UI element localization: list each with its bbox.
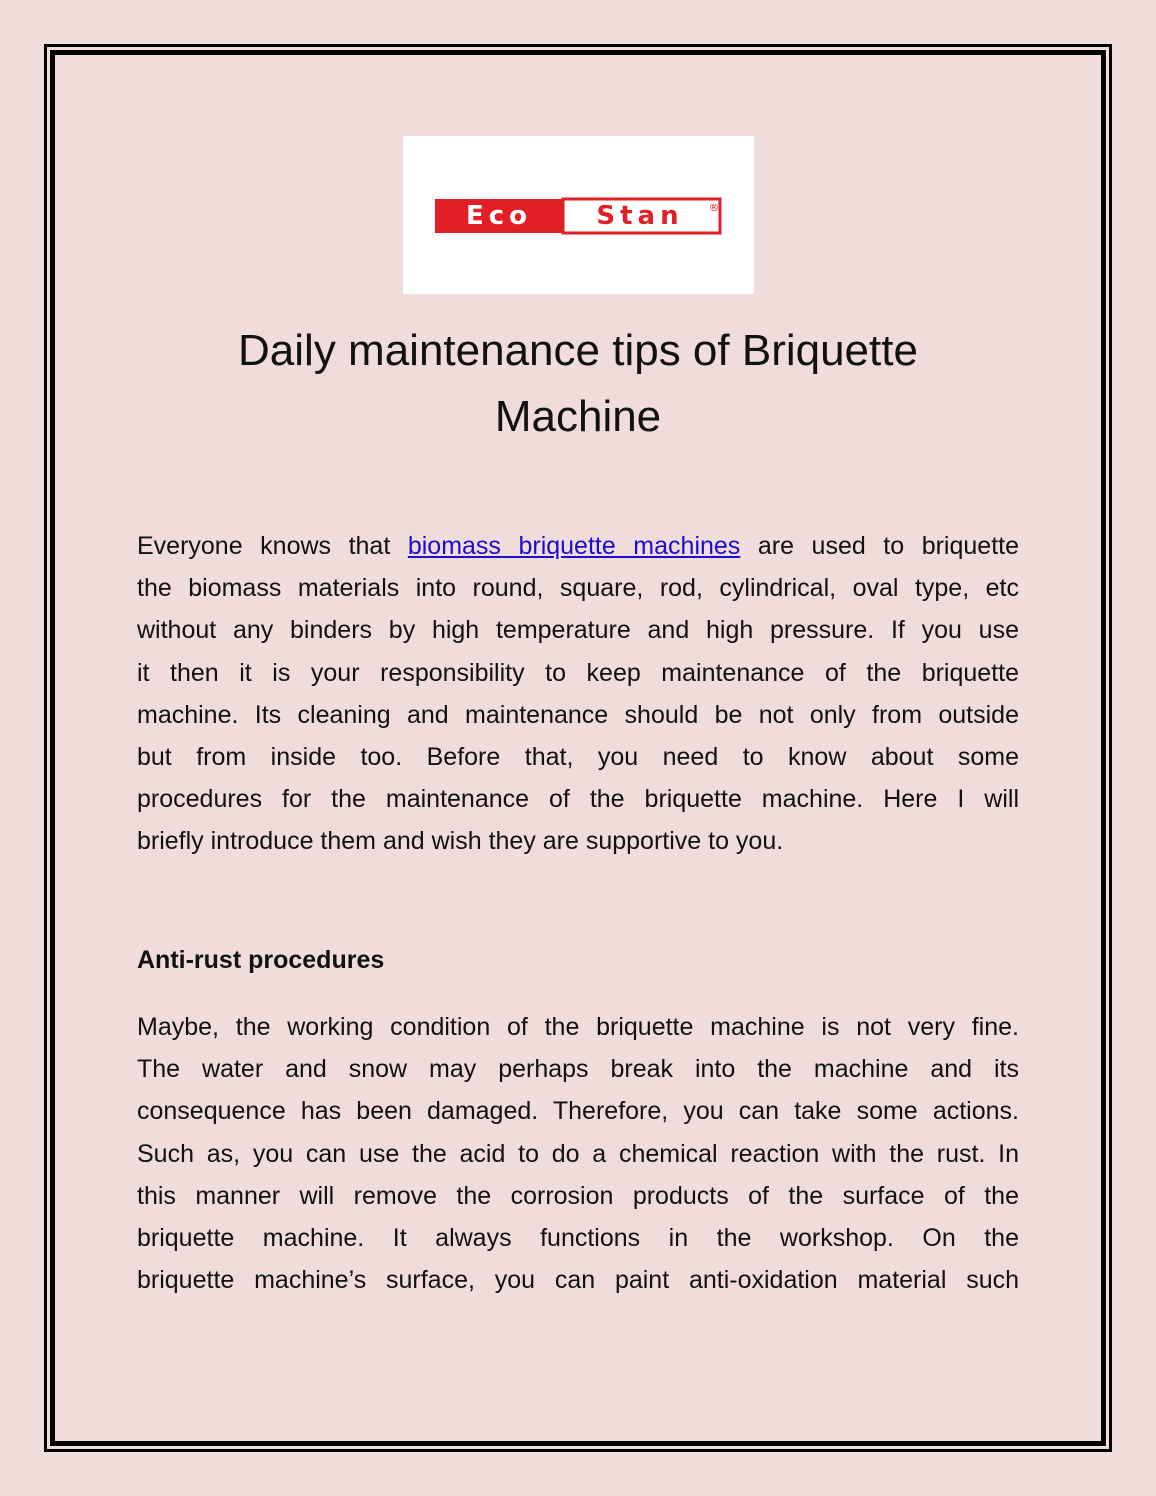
anti-rust-paragraph: [137, 1006, 1019, 1301]
anti-rust-line-7: briquette machine’s surface, you can paint anti-oxidation material such: [137, 1266, 1019, 1295]
intro-line-8: briefly introduce them and wish they are supportive to you.: [137, 827, 784, 856]
intro-paragraph: [137, 525, 1019, 863]
page-title: [150, 318, 1006, 450]
anti-rust-line-2: The water and snow may perhaps break into the machine and its: [137, 1055, 1019, 1084]
section-heading: Anti-rust procedures: [137, 946, 385, 974]
intro-line-7: procedures for the maintenance of the briquette machine. Here I will: [137, 785, 1019, 814]
intro-line-2: the biomass materials into round, square, rod, cylindrical, oval type, etc: [137, 574, 1019, 603]
ecostan-logo: [403, 136, 754, 294]
title-line-1: Daily maintenance tips of Briquette: [238, 326, 918, 375]
anti-rust-line-4: Such as, you can use the acid to do a chemical reaction with the rust. In: [137, 1139, 1019, 1168]
anti-rust-line-1: Maybe, the working condition of the briquette machine is not very fine.: [137, 1013, 1019, 1041]
biomass-briquette-machines-link[interactable]: biomass briquette machines: [407, 532, 741, 560]
title-line-2: Machine: [494, 392, 662, 441]
intro-line-6: but from inside too. Before that, you need to know about some: [137, 742, 1019, 771]
anti-rust-line-5: this manner will remove the corrosion products of the surface of the: [137, 1181, 1019, 1210]
anti-rust-line-3: consequence has been damaged. Therefore, you can take some actions.: [137, 1097, 1019, 1126]
logo-text-eco: Eco: [465, 201, 533, 231]
intro-lead-text: Everyone knows that: [137, 532, 408, 560]
logo-text-stan: Stan: [596, 201, 684, 231]
intro-line-1-tail: are used to briquette: [740, 532, 1019, 560]
intro-line-4: it then it is your responsibility to keep maintenance of the briquette: [137, 658, 1019, 687]
intro-line-3: without any binders by high temperature and high pressure. If you use: [137, 616, 1019, 645]
intro-line-5: machine. Its cleaning and maintenance should be not only from outside: [137, 700, 1019, 729]
logo-registered-mark: ®: [708, 201, 720, 214]
intro-line-1: [137, 525, 1019, 567]
anti-rust-line-6: briquette machine. It always functions in the workshop. On the: [137, 1223, 1019, 1252]
ecostan-logo-graphic: [403, 136, 754, 294]
